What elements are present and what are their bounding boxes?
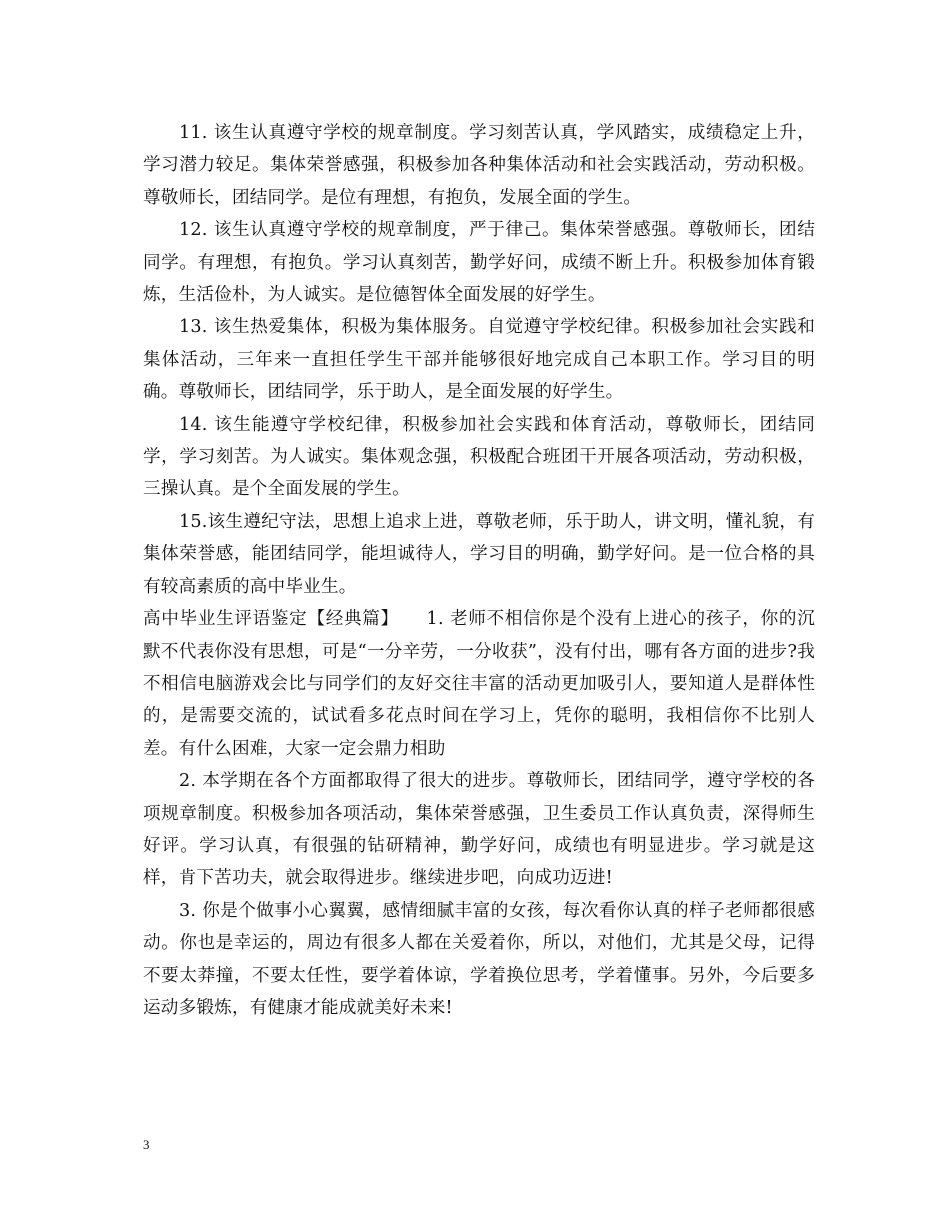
paragraph-classic-section-1: 高中毕业生评语鉴定【经典篇】 1. 老师不相信你是个没有上进心的孩子，你的沉默不代表你没有思想，可是“一分辛劳，一分收获”，没有付出，哪有各方面的进步?我不相信电脑游戏会比与同学们的友好交往丰富的活动更加吸引人，要知道人是群体性的，是需要交流的，试试看多花点时间在学习上，凭你的聪明，我相信你不比别人差。有什么困难，大家一定会鼎力相助	[143, 609, 815, 759]
paragraph-comment-14: 14. 该生能遵守学校纪律，积极参加社会实践和体育活动，尊敬师长，团结同学，学习刻苦。为人诚实。集体观念强，积极配合班团干开展各项活动，劳动积极，三操认真。是个全面发展的学生。	[143, 414, 815, 500]
paragraph-comment-13: 13. 该生热爱集体，积极为集体服务。自觉遵守学校纪律。积极参加社会实践和集体活动，三年来一直担任学生干部并能够很好地完成自己本职工作。学习目的明确。尊敬师长，团结同学，乐于助人，是全面发展的好学生。	[143, 317, 815, 403]
page-number: 3	[143, 1137, 150, 1152]
paragraph-comment-15: 15.该生遵纪守法，思想上追求上进，尊敬老师，乐于助人，讲文明，懂礼貌，有集体荣誉感，能团结同学，能坦诚待人，学习目的明确，勤学好问。是一位合格的具有较高素质的高中毕业生。	[143, 511, 815, 597]
document-body	[143, 117, 815, 1024]
paragraph-classic-2: 2. 本学期在各个方面都取得了很大的进步。尊敬师长，团结同学，遵守学校的各项规章制度。积极参加各项活动，集体荣誉感强，卫生委员工作认真负责，深得师生好评。学习认真，有很强的钻研精神，勤学好问，成绩也有明显进步。学习就是这样，肯下苦功夫，就会取得进步。继续进步吧，向成功迈进!	[143, 771, 815, 889]
paragraph-classic-3: 3. 你是个做事小心翼翼，感情细腻丰富的女孩，每次看你认真的样子老师都很感动。你也是幸运的，周边有很多人都在关爱着你，所以，对他们，尤其是父母，记得不要太莽撞，不要太任性，要学着体谅，学着换位思考，学着懂事。另外，今后要多运动多锻炼，有健康才能成就美好未来!	[143, 900, 815, 1018]
paragraph-comment-11: 11. 该生认真遵守学校的规章制度。学习刻苦认真，学风踏实，成绩稳定上升，学习潜力较足。集体荣誉感强，积极参加各种集体活动和社会实践活动，劳动积极。尊敬师长，团结同学。是位有理想，有抱负，发展全面的学生。	[143, 123, 815, 208]
paragraph-comment-12: 12. 该生认真遵守学校的规章制度，严于律己。集体荣誉感强。尊敬师长，团结同学。有理想，有抱负。学习认真刻苦，勤学好问，成绩不断上升。积极参加体育锻炼，生活俭朴，为人诚实。是位德智体全面发展的好学生。	[143, 220, 815, 306]
